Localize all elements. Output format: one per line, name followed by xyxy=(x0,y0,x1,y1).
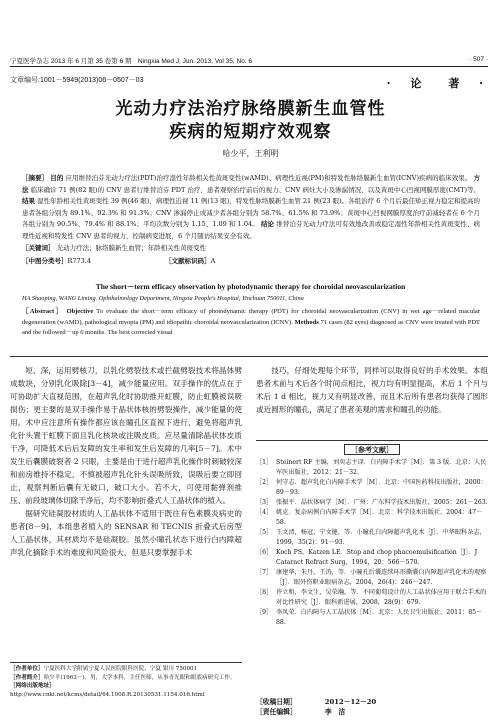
author-footnote xyxy=(10,662,242,699)
running-head xyxy=(10,54,488,67)
journal-line: 宁夏医学杂志 2013 年 6 月第 35 卷第 6 期 Ningxia Med J, Jun. 2013, Vol 35, No. 6 xyxy=(10,58,253,65)
abstract-cn xyxy=(22,173,480,242)
clc-value: R773.4 xyxy=(67,257,92,265)
reference-item: ［1］ Steinert RF 主编，刘奕志主译．白内障手术学［M］．第 3 版．北京：人民军医出版社，2012：21－32. xyxy=(256,459,487,476)
abstract-label: ［摘要］ xyxy=(22,174,49,182)
en-methods-text: 71 cases (82 eyes) diagnosed as CNV were treated with PDT and the followed－up 6 months. The best corrected visual xyxy=(22,318,481,336)
en-methods-label: Methods xyxy=(294,318,319,326)
clc-label: ［中图分类号］ xyxy=(22,257,68,265)
authors: 哈少平，王利明 xyxy=(222,149,279,158)
received-date: 2012－12－20 xyxy=(324,698,377,706)
reference-item: ［2］ 何守志．超声乳化白内障手术学［M］．北京：中国医药科技出版社，2000：89－93. xyxy=(256,479,487,496)
keywords xyxy=(22,243,480,252)
body-paragraph: 据研究硅凝胶材质的人工晶状体不适用于既往有色素膜炎病史的患者[8－9]，本组患者植入的 SENSAR 和 TECNIS 折叠式后房型人工晶状体，其材质均不是硅凝胶。虽然小瞳孔状态下进行白内障超声乳化摘除手术的难度和风险很大，但是只要掌握手术 xyxy=(10,509,242,557)
reference-item: ［8］ 许立和，李文生，吴荣瀚，等．不同葡萄设计的人工晶状体应用于联合手术的对比性研究［J］．眼科新进展，2008，28(9)：679. xyxy=(256,589,487,606)
unit-value: 宁夏医科大学附属宁夏人民医院眼科医院，宁夏 银川 750001 xyxy=(43,666,198,672)
en-objective-label: Objective xyxy=(66,308,94,315)
references xyxy=(256,440,488,628)
editor-name: 李 洁 xyxy=(324,708,346,716)
conclusion-text: 维替泊芬光动力疗法可有效地改善或稳定湿性年龄相关性黄斑变性、病理性近视和特发性 CNV 患者的视力，控制病变进展，6 个月随访结果安全有效。 xyxy=(22,220,481,240)
methods-label: 方法 xyxy=(22,174,480,194)
purpose-text: 应用维替泊芬光动力疗法(PDT)治疗湿性年龄相关性黄斑变性(wAMD)、病理性近视(PM)和特发性脉络膜新生血管(ICNV)疾病的临床效果。 xyxy=(65,174,472,182)
doc-code-value: A xyxy=(210,257,216,265)
results-text: 湿性年龄相关性黄斑变性 39 例(46 眼)，病理性近视 11 例(13 眼)，特发性脉络膜新生血管 21 例(23 眼)。各组治疗 6 个月后最佳矫正视力稳定和提高的患者各组分别为 89.1%、92.3% 和 91.3%；CNV 渗漏停止或减少者各组分别为 58.7%、61.5% 和 73.9%；黄斑中心凹视网膜厚度治疗前减轻者在 6 个月各组分别为 90.5%、79.4% 和 88.1%；平均次数分别为 1.15、1.09 和 1.04。 xyxy=(22,197,480,228)
reference-item: ［5］ 王文清，杨冠，宁文健，等．小瞳孔白内障超声乳化术［J］．中华眼科杂志，1999，35(2)：91－93. xyxy=(256,529,486,546)
body-right-column xyxy=(256,364,488,416)
editor-label: ［责任编辑］ xyxy=(256,708,297,716)
english-title: The short－term efficacy observation by photodynamic therapy for choroidal neovascularization xyxy=(95,282,406,291)
article-number: 文章编号:1001－5949(2013)06－0507－03 xyxy=(10,77,144,84)
purpose-label: 目的 xyxy=(50,174,64,182)
body-paragraph: 技巧，仔细处理每个环节，同样可以取得良好的手术效果。本组患者术前与术后各个时间点相比，视力均有明显提高，术后 1 个月与术后 1 d 相比，视力又有明显改善，而且术后所有患者均获得了圆形或近圆形的瞳孔，满足了患者美观的需求和瞳孔的功能。 xyxy=(256,366,488,414)
methods-text: 临床确诊 71 例(82 眼)的 CNV 患者行维替泊芬 PDT 治疗，患者观察治疗前后的视力、CNV 病灶大小及渗漏情况，以及黄斑中心凹视网膜厚度(CMT)等。 xyxy=(30,185,481,194)
reference-item: ［4］ 姚克．复杂病例白内障手术学［M］．北京：科学技术出版社，2004：47－58. xyxy=(256,509,483,526)
title-line-1: 光动力疗法治疗脉络膜新生血管性 xyxy=(115,99,386,119)
url-label: ［网络出版地址］ xyxy=(10,683,55,690)
unit-label: ［作者单位］ xyxy=(10,666,44,672)
keywords-label: ［关键词］ xyxy=(22,244,55,252)
en-abstract-label: ［Abstract］ xyxy=(22,308,64,315)
references-heading: ［参考文献］ xyxy=(344,444,400,455)
conclusion-label: 结论 xyxy=(260,220,275,228)
reference-item: ［9］ 李凤荣．白内障与人工晶状体［M］．北京：人民卫生出版社，2011：85－88. xyxy=(256,609,483,626)
english-authors: HA Shaoping, WANG Liming. Ophthalmology Department, Ningxia People's Hospital, Yinchuan 750011, China xyxy=(22,295,304,302)
classification xyxy=(22,256,480,265)
reference-item: ［3］ 张振平．晶状体病学［M］．广州：广东科学技术出版社，2005：261－263. xyxy=(256,499,488,506)
online-url[interactable]: http://www.cnki.net/kcms/detail/64.1008.R.20130531.1154.016.html xyxy=(10,691,205,698)
body-paragraph: 短、深，运用劈核刀，以乳化劈裂技术或拦截劈裂技术将晶体劈成数块，分别乳化吸除[3－4]，减少能量应用。双手操作的优点在于可协助扩大直视范围，在超声乳化时协助推开虹膜，防止虹膜被误吸损伤；更主要的是双手操作易于晶状体核的劈裂操作，减少能量的使用。术中应注意所有操作都应该在瞳孔区直视下进行，避免将超声乳化针头置于虹膜下面且乳化核块或注吸皮质。应尽量清除晶状体皮质干净，可降低术后后发障的发生率和发生后发障的几率[5－7]。术中发生后囊膜破裂者 2 只眼，主要是由于进行超声乳化操作时刺破较深和前房维持不稳定，不慎被超声乳化针头误吸所致，误吸后要立即回止，观察判断后囊有无破口，破口大小。若不大，可使用黏弹剂推压、前段玻璃体切除干净后，均不影响折叠式人工晶状体的植入。 xyxy=(10,366,242,505)
keywords-value: 光动力疗法；脉络膜新生血管；年龄相关性黄斑变性 xyxy=(56,244,207,252)
english-abstract xyxy=(22,307,480,339)
received-label: ［收稿日期］ xyxy=(256,698,297,706)
bio-value: 哈少平(1963－)，男，大学本科，主任医师，从事青光眼和眼底病研究工作。 xyxy=(43,674,236,681)
reference-item: ［7］ 康建华，朱丹，王涛，等．小瞳孔后囊连续环形撕囊白内障超声乳化术的观察［J］．眼外伤职业眼病杂志，2004，26(4)：246－247. xyxy=(256,569,487,586)
received-info xyxy=(256,696,488,716)
column-tag: · 论 著 · xyxy=(386,77,491,90)
en-objective-text: To evaluate the short－term efficacy of photodynamic therapy (PDT) for choroidal neovascularization (CNV) in wet age－related macular degeneration (wAMD), pathological myopia (PM) and idiopathic choroidal neovascularization (ICNV). xyxy=(22,308,480,326)
section-divider xyxy=(10,356,488,357)
doc-code-label: ［文献标识码］ xyxy=(165,257,211,265)
bio-label: ［作者简介］ xyxy=(10,674,44,681)
page-number: · 507 · xyxy=(469,56,488,63)
results-label: 结果 xyxy=(22,197,36,205)
body-left-column xyxy=(10,364,242,559)
reference-item: ［6］ Koch PS，Katzen LE．Stop and chop phacoemulsification［J］．J Cataract Refract Surg，1994，20：566－570. xyxy=(256,549,478,566)
title-line-2: 疾病的短期疗效观察 xyxy=(169,122,332,142)
